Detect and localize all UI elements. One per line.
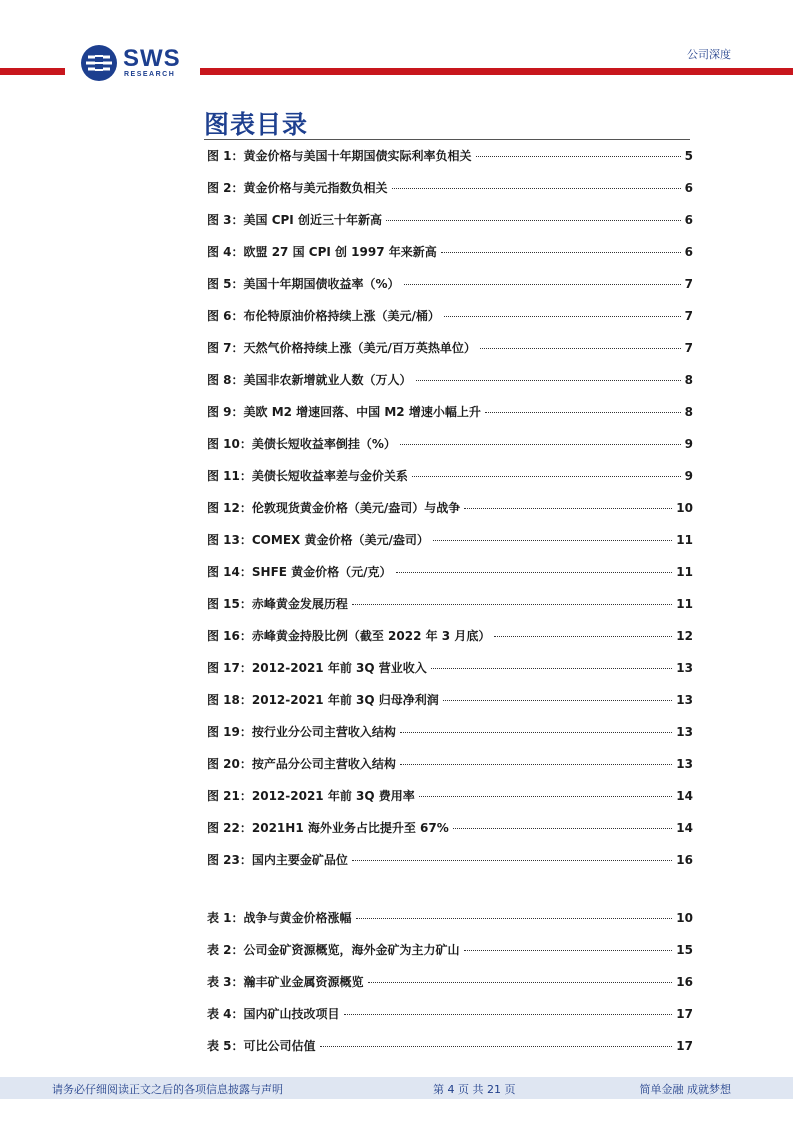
report-type-tag: 公司深度 (687, 48, 731, 61)
toc-entry-page: 5 (684, 149, 693, 163)
header-red-bar-right (200, 68, 793, 75)
toc-dot-leader (386, 220, 681, 221)
toc-entry-page: 8 (684, 373, 693, 387)
toc-dot-leader (444, 316, 681, 317)
toc-entry-label: 图 22：2021H1 海外业务占比提升至 67% (207, 821, 449, 835)
toc-entry-page: 9 (684, 469, 693, 483)
toc-dot-leader (352, 860, 672, 861)
toc-entry[interactable] (207, 307, 693, 339)
toc-entry-page: 14 (676, 789, 693, 803)
toc-entry-label: 表 1：战争与黄金价格涨幅 (207, 911, 352, 925)
logo-subtitle: RESEARCH (124, 71, 176, 78)
toc-dot-leader (404, 284, 681, 285)
logo-wordmark: SWS (123, 45, 181, 72)
toc-entry-page: 11 (676, 565, 693, 579)
toc-dot-leader (433, 540, 672, 541)
toc-entry[interactable] (207, 467, 693, 499)
toc-entry-page: 13 (676, 757, 693, 771)
toc-dot-leader (494, 636, 672, 637)
toc-entry-label: 图 21：2012-2021 年前 3Q 费用率 (207, 789, 415, 803)
toc-entry-label: 图 13：COMEX 黄金价格（美元/盎司） (207, 533, 429, 547)
toc-entry-label: 表 5：可比公司估值 (207, 1039, 316, 1053)
toc-entry[interactable] (207, 787, 693, 819)
toc-entry[interactable] (207, 973, 693, 1005)
toc-entry-page: 10 (676, 911, 693, 925)
toc-entry[interactable] (207, 339, 693, 371)
toc-entry[interactable] (207, 627, 693, 659)
toc-entry[interactable] (207, 851, 693, 883)
toc-dot-leader (396, 572, 673, 573)
toc-entry[interactable] (207, 819, 693, 851)
toc-dot-leader (485, 412, 681, 413)
toc-dot-leader (464, 950, 673, 951)
toc-entry-page: 9 (684, 437, 693, 451)
toc-entry[interactable] (207, 909, 693, 941)
toc-entry-label: 图 16：赤峰黄金持股比例（截至 2022 年 3 月底） (207, 629, 491, 643)
toc-entry[interactable] (207, 595, 693, 627)
table-list (207, 909, 693, 1069)
toc-entry-page: 11 (676, 533, 693, 547)
toc-entry[interactable] (207, 659, 693, 691)
toc-entry[interactable] (207, 723, 693, 755)
toc-dot-leader (368, 982, 673, 983)
toc-entry-label: 图 1：黄金价格与美国十年期国债实际利率负相关 (207, 149, 472, 163)
toc-entry-page: 7 (684, 277, 693, 291)
toc-entry-page: 16 (676, 853, 693, 867)
title-divider (204, 139, 690, 140)
toc-entry[interactable] (207, 1005, 693, 1037)
toc-entry-label: 图 10：美债长短收益率倒挂（%） (207, 437, 396, 451)
toc-dot-leader (431, 668, 673, 669)
toc-entry[interactable] (207, 403, 693, 435)
toc-entry-label: 图 19：按行业分公司主营收入结构 (207, 725, 396, 739)
toc-entry-page: 11 (676, 597, 693, 611)
page-footer (0, 1077, 793, 1099)
toc-entry-page: 6 (684, 213, 693, 227)
toc-entry-page: 17 (676, 1039, 693, 1053)
toc-entry[interactable] (207, 691, 693, 723)
page-title: 图表目录 (204, 110, 309, 139)
toc-entry-label: 表 3：瀚丰矿业金属资源概览 (207, 975, 364, 989)
toc-entry-label: 表 2：公司金矿资源概览，海外金矿为主力矿山 (207, 943, 460, 957)
toc-entry[interactable] (207, 371, 693, 403)
toc-entry-label: 图 15：赤峰黄金发展历程 (207, 597, 348, 611)
toc-entry-label: 表 4：国内矿山技改项目 (207, 1007, 340, 1021)
toc-dot-leader (453, 828, 673, 829)
toc-entry[interactable] (207, 147, 693, 179)
footer-disclaimer: 请务必仔细阅读正文之后的各项信息披露与声明 (52, 1083, 283, 1096)
toc-entry-page: 15 (676, 943, 693, 957)
toc-entry-page: 7 (684, 341, 693, 355)
toc-entry-label: 图 2：黄金价格与美元指数负相关 (207, 181, 388, 195)
toc-entry-label: 图 18：2012-2021 年前 3Q 归母净利润 (207, 693, 439, 707)
toc-dot-leader (400, 764, 672, 765)
toc-entry[interactable] (207, 211, 693, 243)
toc-entry[interactable] (207, 531, 693, 563)
toc-entry-page: 14 (676, 821, 693, 835)
sws-logo-icon (80, 44, 118, 82)
footer-page-number: 第 4 页 共 21 页 (433, 1083, 516, 1096)
toc-dot-leader (416, 380, 681, 381)
toc-entry-label: 图 5：美国十年期国债收益率（%） (207, 277, 400, 291)
toc-entry-page: 8 (684, 405, 693, 419)
toc-dot-leader (356, 918, 673, 919)
toc-entry[interactable] (207, 941, 693, 973)
toc-dot-leader (400, 444, 681, 445)
toc-entry[interactable] (207, 243, 693, 275)
toc-dot-leader (419, 796, 673, 797)
toc-entry[interactable] (207, 275, 693, 307)
toc-entry[interactable] (207, 755, 693, 787)
toc-entry-label: 图 17：2012-2021 年前 3Q 营业收入 (207, 661, 427, 675)
toc-dot-leader (441, 252, 681, 253)
toc-entry-page: 7 (684, 309, 693, 323)
toc-dot-leader (320, 1046, 673, 1047)
toc-entry-page: 16 (676, 975, 693, 989)
toc-entry-label: 图 11：美债长短收益率差与金价关系 (207, 469, 408, 483)
toc-entry-label: 图 6：布伦特原油价格持续上涨（美元/桶） (207, 309, 440, 323)
toc-entry-page: 6 (684, 181, 693, 195)
toc-entry-label: 图 12：伦敦现货黄金价格（美元/盎司）与战争 (207, 501, 461, 515)
toc-entry[interactable] (207, 179, 693, 211)
toc-entry-label: 图 8：美国非农新增就业人数（万人） (207, 373, 412, 387)
toc-entry[interactable] (207, 563, 693, 595)
page-header (0, 0, 793, 90)
toc-entry-page: 6 (684, 245, 693, 259)
toc-dot-leader (412, 476, 681, 477)
toc-entry-page: 17 (676, 1007, 693, 1021)
toc-dot-leader (400, 732, 672, 733)
toc-entry-label: 图 9：美欧 M2 增速回落、中国 M2 增速小幅上升 (207, 405, 481, 419)
toc-entry[interactable] (207, 1037, 693, 1069)
toc-entry-label: 图 23：国内主要金矿品位 (207, 853, 348, 867)
toc-entry[interactable] (207, 499, 693, 531)
toc-dot-leader (352, 604, 672, 605)
toc-dot-leader (392, 188, 681, 189)
sws-logo (80, 44, 190, 82)
toc-entry-label: 图 4：欧盟 27 国 CPI 创 1997 年来新高 (207, 245, 437, 259)
toc-entry-label: 图 20：按产品分公司主营收入结构 (207, 757, 396, 771)
toc-dot-leader (464, 508, 672, 509)
footer-slogan: 简单金融 成就梦想 (639, 1083, 731, 1096)
toc-entry-label: 图 3：美国 CPI 创近三十年新高 (207, 213, 382, 227)
toc-entry-page: 12 (676, 629, 693, 643)
toc-entry[interactable] (207, 435, 693, 467)
toc-entry-label: 图 14：SHFE 黄金价格（元/克） (207, 565, 392, 579)
header-red-bar-left (0, 68, 65, 75)
figure-list (207, 147, 693, 883)
toc-entry-page: 13 (676, 693, 693, 707)
toc-entry-page: 13 (676, 725, 693, 739)
toc-entry-page: 13 (676, 661, 693, 675)
toc-dot-leader (476, 156, 681, 157)
toc-entry-label: 图 7：天然气价格持续上涨（美元/百万英热单位） (207, 341, 476, 355)
toc-dot-leader (344, 1014, 673, 1015)
toc-entry-page: 10 (676, 501, 693, 515)
toc-dot-leader (480, 348, 681, 349)
toc-dot-leader (443, 700, 673, 701)
